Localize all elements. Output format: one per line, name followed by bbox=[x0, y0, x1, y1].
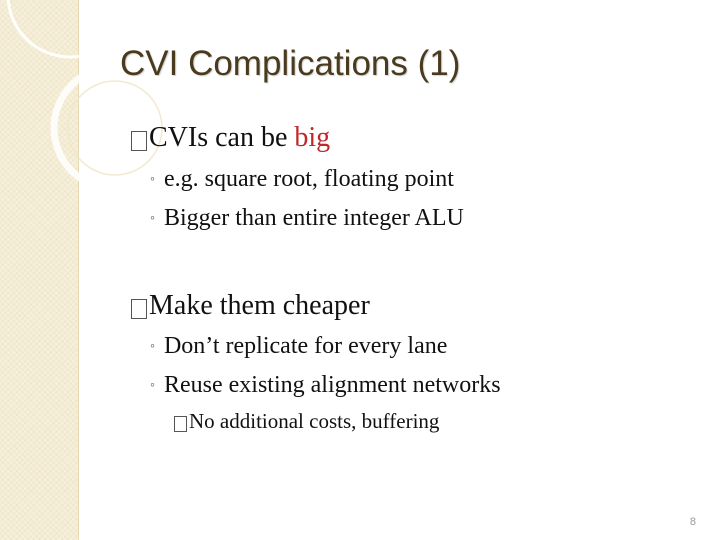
decorative-rings bbox=[0, 0, 200, 230]
sub-bullet-text: Bigger than entire integer ALU bbox=[163, 205, 464, 231]
sub-sub-bullet-marker bbox=[174, 416, 187, 432]
slide-title: CVI Complications (1) bbox=[120, 44, 461, 83]
sub-bullet-square-root bbox=[150, 166, 454, 193]
highlight-word: big bbox=[294, 122, 331, 153]
sub-sub-bullet-text: No additional costs, buffering bbox=[189, 409, 440, 433]
bullet-marker bbox=[131, 131, 147, 151]
sub-bullet-reuse-networks bbox=[150, 372, 501, 399]
bullet-make-cheaper bbox=[131, 290, 370, 322]
bullet-text: CVIs can be bbox=[149, 122, 295, 153]
bullet-marker bbox=[131, 299, 147, 319]
sub-bullet-bigger-alu bbox=[150, 205, 464, 232]
sub-bullet-dont-replicate bbox=[150, 333, 447, 360]
sub-bullet-marker: ◦ bbox=[150, 339, 155, 354]
sub-bullet-text: e.g. square root, floating point bbox=[163, 166, 454, 192]
sub-bullet-text: Reuse existing alignment networks bbox=[163, 372, 501, 398]
bullet-text: Make them cheaper bbox=[149, 290, 370, 321]
sub-sub-bullet-no-costs bbox=[174, 409, 439, 434]
page-number: 8 bbox=[689, 516, 696, 528]
sub-bullet-text: Don’t replicate for every lane bbox=[163, 333, 448, 359]
ring-top bbox=[8, 0, 132, 57]
bullet-cvis-big bbox=[131, 122, 330, 154]
sub-bullet-marker: ◦ bbox=[150, 211, 155, 226]
sub-bullet-marker: ◦ bbox=[150, 172, 155, 187]
sub-bullet-marker: ◦ bbox=[150, 378, 155, 393]
